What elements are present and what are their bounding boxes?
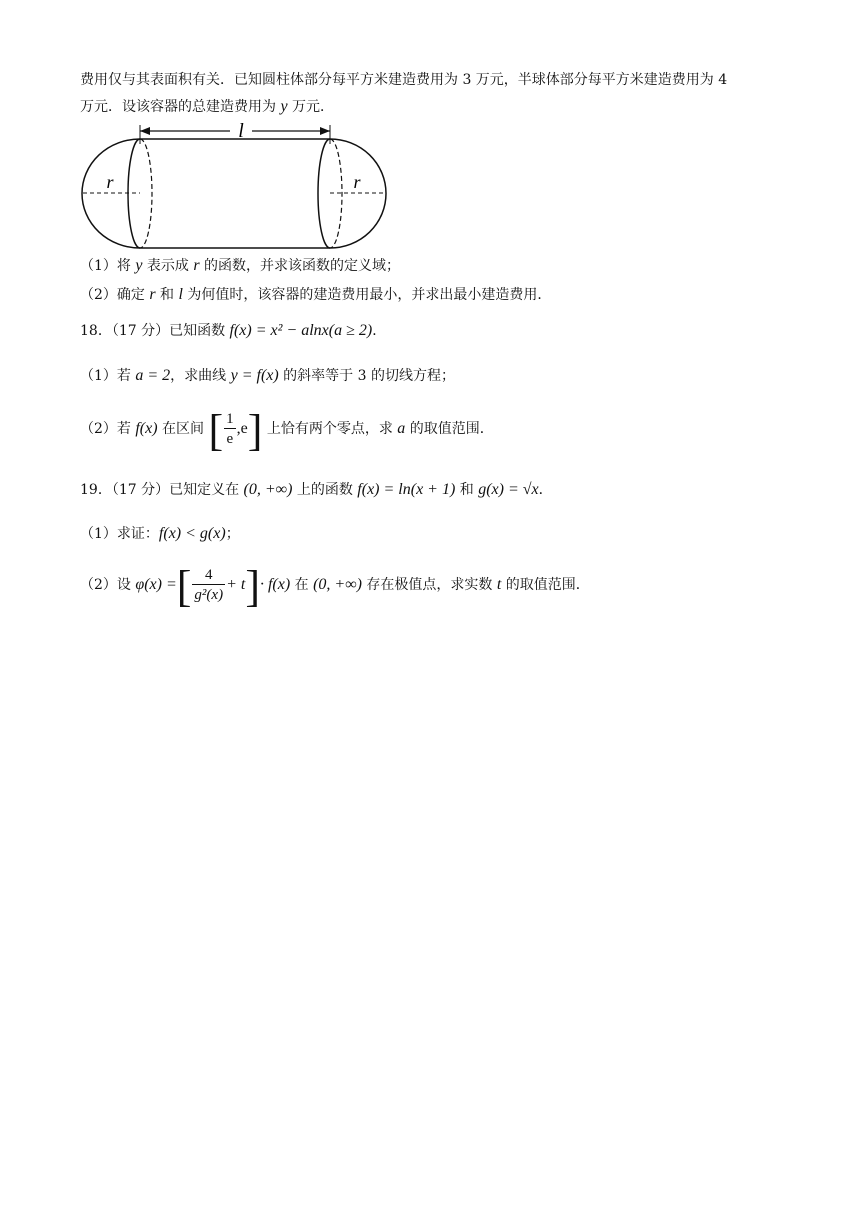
- q19-p2-c: 存在极值点，求实数: [361, 577, 497, 593]
- q18-part-2: （2）若 f(x) 在区间 [ $\frac{1}{e}$ ,e] 上恰有两个零点，求 a 的取值范围．: [80, 406, 494, 455]
- q18-p2-b: 在区间: [157, 421, 209, 437]
- bracket-right: ]: [247, 406, 263, 455]
- frac-num: 4: [192, 566, 225, 585]
- q19-g-def: g(x) = √x: [478, 481, 539, 498]
- label-r-left: r: [106, 172, 114, 192]
- bracket-left: [: [208, 406, 224, 455]
- bracket-left: [: [176, 562, 192, 611]
- intro-text-2a: 万元．设该容器的总建造费用为: [80, 99, 281, 115]
- label-r-right: r: [353, 172, 361, 192]
- q19-and: 和: [455, 482, 479, 498]
- q18-heading: 18．（17 分）已知函数 f(x) = x² − alnx(a ≥ 2)．: [80, 322, 387, 339]
- q18-p1-b: ，求曲线: [170, 368, 231, 384]
- arrow-head-left: [140, 127, 150, 135]
- fraction-1-over-e: [224, 410, 236, 449]
- var-r: r: [149, 286, 156, 303]
- intro-text-1: 费用仅与其表面积有关．已知圆柱体部分每平方米建造费用为 3 万元，半球体部分每平方米建造费用为 4: [80, 72, 728, 88]
- capsule-figure: [80, 122, 390, 254]
- bracket-right: ]: [245, 562, 260, 611]
- intro-line-2: [80, 97, 800, 117]
- q18-p1-a: （1）若: [80, 368, 136, 384]
- q17-p1-a: （1）将: [80, 258, 136, 274]
- q19-part-1: （1）求证：f(x) < g(x)；: [80, 525, 240, 542]
- intro-line-1: [80, 70, 800, 90]
- var-a: a: [397, 420, 406, 437]
- q17-p1-b: 表示成: [142, 258, 194, 274]
- q19-p2-a: （2）设: [80, 577, 136, 593]
- q18-p2-a: （2）若: [80, 421, 136, 437]
- q19-f-def: f(x) = ln(x + 1): [357, 481, 456, 498]
- q18-p2-c: 上恰有两个零点，求: [262, 421, 398, 437]
- q19-inequality: f(x) < g(x): [158, 525, 226, 542]
- left-ellipse-back: [140, 139, 152, 248]
- q19-p2-b: 在: [290, 577, 314, 593]
- var-l: l: [178, 286, 183, 303]
- q17-p2-b: 和: [155, 287, 179, 303]
- q18-head-text: 18．（17 分）已知函数: [80, 323, 230, 339]
- q18-condition: a = 2: [135, 367, 171, 384]
- frac-num: 1: [226, 410, 234, 427]
- q18-p1-c: 的斜率等于 3 的切线方程；: [278, 368, 455, 384]
- arrow-head-right: [320, 127, 330, 135]
- var-y: y: [135, 257, 143, 274]
- q18-function: f(x) = x² − alnx(a ≥ 2): [229, 322, 373, 339]
- q19-mid: 上的函数: [292, 482, 358, 498]
- q18-curve: y = f(x): [230, 367, 279, 384]
- right-ellipse-front: [318, 139, 330, 248]
- intro-text-2b: 万元．: [287, 99, 335, 115]
- var-t: t: [496, 576, 502, 593]
- q17-part-2: [80, 285, 800, 305]
- q18-part-1: [80, 366, 800, 386]
- q17-p2-c: 为何值时，该容器的建造费用最小，并求出最小建造费用．: [182, 287, 552, 303]
- frac-den: g²(x): [194, 586, 224, 603]
- var-y: y: [280, 98, 288, 115]
- q17-part-1: [80, 256, 800, 276]
- q18-p2-d: 的取值范围．: [405, 421, 494, 437]
- q19-head-text: 19．（17 分）已知定义在: [80, 482, 244, 498]
- q17-p2-a: （2）确定: [80, 287, 150, 303]
- q19-p1-a: （1）求证：: [80, 526, 159, 542]
- frac-den: e: [226, 430, 234, 447]
- var-r: r: [193, 257, 200, 274]
- interval-e: e: [240, 420, 248, 437]
- q17-p1-c: 的函数，并求该函数的定义域；: [199, 258, 401, 274]
- label-l: l: [238, 122, 244, 142]
- fraction-4-over-g2: [192, 566, 225, 605]
- q19-interval-2: (0, +∞): [313, 576, 362, 593]
- q19-heading: 19．（17 分）已知定义在 (0, +∞) 上的函数 f(x) = ln(x + 1) 和 g(x) = √x．: [80, 481, 553, 498]
- q19-part-2: （2）设 φ(x) =[ $\frac{4}{\text{g²(x)}}$ + t]· f(x) 在 (0, +∞) 存在极值点，求实数 t 的取值范围．: [80, 562, 590, 611]
- q19-interval: (0, +∞): [243, 481, 293, 498]
- q19-p2-d: 的取值范围．: [501, 577, 590, 593]
- q18-p2-f: f(x): [135, 420, 158, 437]
